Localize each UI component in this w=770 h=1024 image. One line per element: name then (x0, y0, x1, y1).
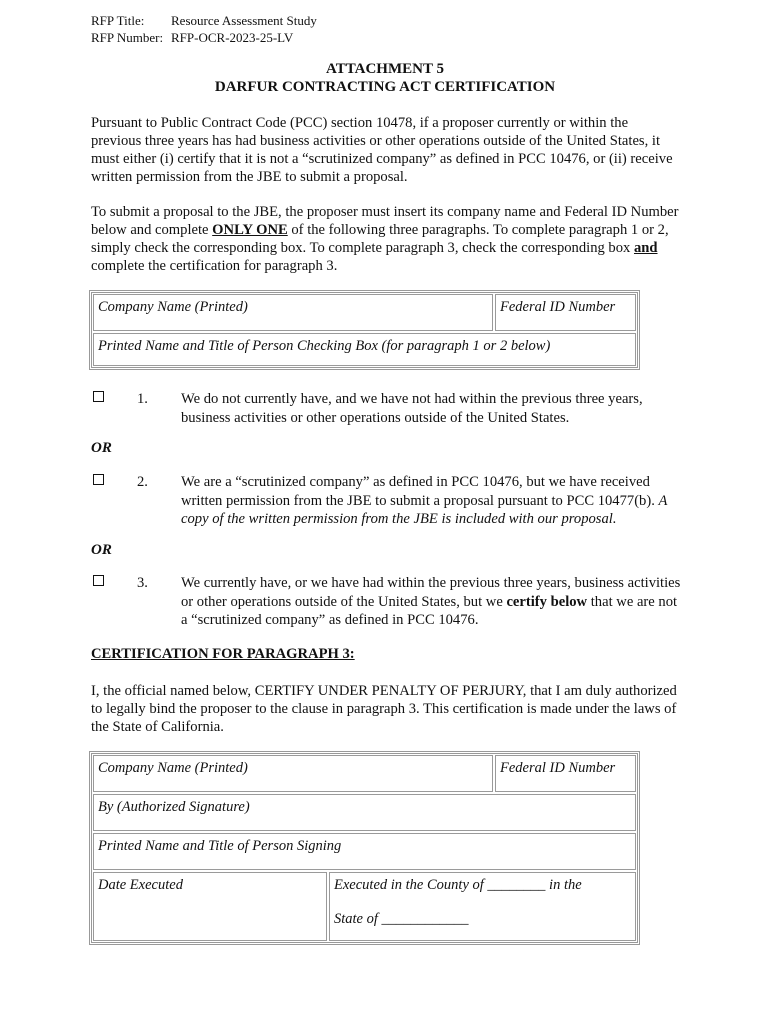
county-label: Executed in the County of ________ in the (334, 877, 582, 893)
intro-p2-text-c: complete the certification for paragraph 3. (91, 258, 338, 274)
option-1-text: We do not currently have, and we have not had within the previous three years, business activities or other operations outside of the United States. (181, 391, 643, 426)
federal-id-field[interactable] (495, 294, 636, 331)
option-3-number: 3. (137, 575, 148, 591)
cert-federal-id-label: Federal ID Number (500, 760, 616, 776)
and-emphasis: and (633, 240, 658, 256)
checking-person-field[interactable] (93, 333, 636, 366)
signer-name-field[interactable] (93, 833, 636, 870)
option-2-checkbox[interactable] (93, 474, 104, 485)
execution-location-field[interactable] (329, 872, 636, 941)
federal-id-label: Federal ID Number (500, 299, 616, 315)
option-3-text-b: that we are not a “scrutinized company” as defined in PCC 10476. (181, 593, 678, 628)
rfp-title-label: RFP Title: (91, 13, 145, 28)
state-label: State of ____________ (334, 911, 469, 927)
intro-paragraph-2 (91, 203, 681, 275)
document-title: DARFUR CONTRACTING ACT CERTIFICATION (214, 79, 556, 95)
certification-heading: CERTIFICATION FOR PARAGRAPH 3: (91, 646, 355, 662)
checking-person-label: Printed Name and Title of Person Checking Box (for paragraph 1 or 2 below) (98, 338, 551, 354)
option-3-text-a: We currently have, or we have had within the previous three years, business activities or other operations outside of the United States, but we (181, 575, 681, 610)
attachment-heading: ATTACHMENT 5 (326, 61, 444, 77)
rfp-number-line (91, 29, 293, 46)
authorized-signature-label: By (Authorized Signature) (98, 799, 250, 815)
or-separator-1: OR (91, 440, 112, 456)
cert-federal-id-field[interactable] (495, 755, 636, 792)
option-3-checkbox[interactable] (93, 575, 104, 586)
cert-company-name-label: Company Name (Printed) (98, 760, 248, 776)
rfp-number-value: RFP-OCR-2023-25-LV (171, 30, 294, 45)
company-info-form (89, 290, 640, 370)
option-2-note: A copy of the written permission from the JBE is included with our proposal. (181, 492, 668, 527)
option-1-number: 1. (137, 391, 148, 407)
rfp-title-line (91, 12, 317, 29)
only-one-emphasis: ONLY ONE (212, 222, 288, 238)
intro-paragraph-1: Pursuant to Public Contract Code (PCC) section 10478, if a proposer currently or within the previous three years has had business activities or other operations outside of the United States, it must either (i) certify that it is not a “scrutinized company” as defined in PCC 10476, or (ii) receive written permission from the JBE to submit a proposal. (91, 115, 673, 185)
company-name-field[interactable] (93, 294, 493, 331)
intro-p2-text-a: To submit a proposal to the JBE, the proposer must insert its company name and Federal ID Number below and complete (91, 204, 679, 238)
option-1-checkbox[interactable] (93, 391, 104, 402)
certification-text: I, the official named below, CERTIFY UNDER PENALTY OF PERJURY, that I am duly authorized to legally bind the proposer to the clause in paragraph 3. This certification is made under the laws of the State of California. (91, 683, 677, 735)
signer-name-label: Printed Name and Title of Person Signing (98, 838, 342, 854)
cert-company-name-field[interactable] (93, 755, 493, 792)
company-name-label: Company Name (Printed) (98, 299, 248, 315)
intro-p2-text-b: of the following three paragraphs. To complete paragraph 1 or 2, simply check the corresponding box. To complete paragraph 3, check the corresponding box (91, 222, 669, 256)
date-executed-field[interactable] (93, 872, 327, 941)
or-separator-2: OR (91, 542, 112, 558)
certification-form (89, 751, 640, 945)
option-3-text (181, 574, 686, 630)
option-2-text (181, 473, 686, 529)
date-executed-label: Date Executed (98, 877, 183, 893)
option-2-main-text: We are a “scrutinized company” as defined in PCC 10476, but we have received written permission from the JBE to submit a proposal pursuant to PCC 10477(b). (181, 474, 655, 509)
rfp-number-label: RFP Number: (91, 30, 164, 45)
rfp-title-value: Resource Assessment Study (171, 13, 317, 28)
authorized-signature-field[interactable] (93, 794, 636, 831)
option-2-number: 2. (137, 474, 148, 490)
certify-below-emphasis: certify below (506, 593, 588, 610)
